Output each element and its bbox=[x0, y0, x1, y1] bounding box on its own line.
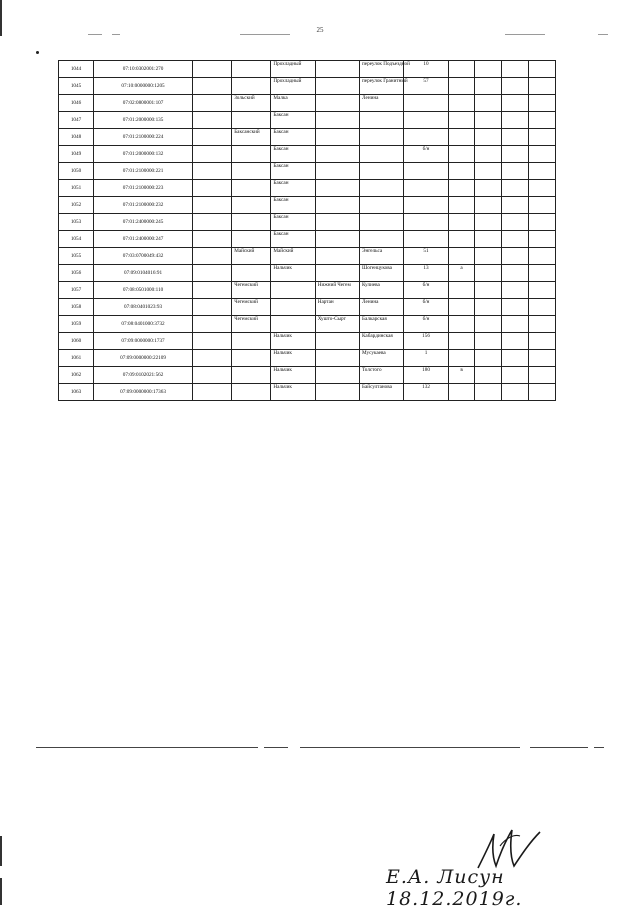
table-row bbox=[59, 316, 556, 333]
handwritten-signature-date: Е.А. Лисун 18.12.2019г. bbox=[386, 866, 523, 910]
house-letter-cell bbox=[448, 61, 475, 78]
locality-cell: Нижний Чегем bbox=[315, 282, 359, 299]
street-cell: Мусукаева bbox=[360, 350, 404, 367]
empty-cell bbox=[475, 333, 502, 350]
district-cell bbox=[232, 265, 271, 282]
table-row bbox=[59, 61, 556, 78]
street-cell bbox=[360, 231, 404, 248]
settlement-cell: Баксан bbox=[271, 163, 315, 180]
scan-artifact-line bbox=[88, 34, 102, 35]
empty-cell bbox=[502, 146, 529, 163]
empty-cell bbox=[529, 299, 556, 316]
table-row bbox=[59, 163, 556, 180]
locality-cell bbox=[315, 78, 359, 95]
settlement-cell: Баксан bbox=[271, 129, 315, 146]
empty-cell bbox=[475, 95, 502, 112]
house-number-cell bbox=[404, 163, 448, 180]
row-number: 1053 bbox=[59, 214, 94, 231]
locality-cell bbox=[315, 197, 359, 214]
row-number: 1063 bbox=[59, 384, 94, 401]
empty-cell bbox=[529, 231, 556, 248]
settlement-cell: Прохладный bbox=[271, 78, 315, 95]
empty-cell bbox=[529, 367, 556, 384]
street-cell bbox=[360, 146, 404, 163]
empty-cell bbox=[502, 78, 529, 95]
locality-cell bbox=[315, 214, 359, 231]
scan-edge-mark bbox=[0, 878, 2, 905]
house-number-cell: 156 bbox=[404, 333, 448, 350]
locality-cell bbox=[315, 112, 359, 129]
house-number-cell bbox=[404, 214, 448, 231]
cadastral-number: 07:08:0501000:110 bbox=[94, 282, 193, 299]
settlement-cell: Баксан bbox=[271, 231, 315, 248]
house-letter-cell: в bbox=[448, 367, 475, 384]
house-letter-cell bbox=[448, 129, 475, 146]
house-number-cell: 132 bbox=[404, 384, 448, 401]
locality-cell bbox=[315, 248, 359, 265]
empty-cell bbox=[475, 316, 502, 333]
house-letter-cell bbox=[448, 214, 475, 231]
empty-cell bbox=[193, 299, 232, 316]
settlement-cell: Нальчик bbox=[271, 333, 315, 350]
house-number-cell bbox=[404, 180, 448, 197]
house-letter-cell bbox=[448, 95, 475, 112]
locality-cell bbox=[315, 265, 359, 282]
empty-cell bbox=[529, 316, 556, 333]
street-cell: Кабардинская bbox=[360, 333, 404, 350]
empty-cell bbox=[193, 61, 232, 78]
house-number-cell: б/н bbox=[404, 316, 448, 333]
empty-cell bbox=[529, 163, 556, 180]
locality-cell bbox=[315, 350, 359, 367]
empty-cell bbox=[529, 129, 556, 146]
street-cell bbox=[360, 197, 404, 214]
house-number-cell: б/н bbox=[404, 146, 448, 163]
page-number: 25 bbox=[316, 26, 324, 34]
street-cell bbox=[360, 214, 404, 231]
street-cell bbox=[360, 129, 404, 146]
table-row bbox=[59, 231, 556, 248]
settlement-cell: Прохладный bbox=[271, 61, 315, 78]
scan-edge-mark bbox=[0, 0, 2, 36]
empty-cell bbox=[193, 112, 232, 129]
footer-rule bbox=[594, 747, 604, 748]
district-cell bbox=[232, 333, 271, 350]
row-number: 1048 bbox=[59, 129, 94, 146]
house-letter-cell bbox=[448, 197, 475, 214]
cadastral-number: 07:01:2000000:132 bbox=[94, 146, 193, 163]
house-letter-cell bbox=[448, 231, 475, 248]
table-row bbox=[59, 350, 556, 367]
empty-cell bbox=[193, 282, 232, 299]
empty-cell bbox=[475, 180, 502, 197]
cadastral-number: 07:01:2100000:224 bbox=[94, 129, 193, 146]
empty-cell bbox=[193, 214, 232, 231]
street-cell bbox=[360, 112, 404, 129]
settlement-cell: Малка bbox=[271, 95, 315, 112]
cadastral-number: 07:10:0000000:1205 bbox=[94, 78, 193, 95]
row-number: 1054 bbox=[59, 231, 94, 248]
settlement-cell: Нальчик bbox=[271, 265, 315, 282]
empty-cell bbox=[475, 367, 502, 384]
street-cell: переулок Гранитный bbox=[360, 78, 404, 95]
house-number-cell bbox=[404, 95, 448, 112]
settlement-cell: Нальчик bbox=[271, 367, 315, 384]
house-number-cell: 13 bbox=[404, 265, 448, 282]
house-letter-cell bbox=[448, 163, 475, 180]
row-number: 1057 bbox=[59, 282, 94, 299]
locality-cell bbox=[315, 367, 359, 384]
settlement-cell bbox=[271, 299, 315, 316]
empty-cell bbox=[502, 112, 529, 129]
street-cell: Байсултанова bbox=[360, 384, 404, 401]
cadastral-number: 07:01:2100000:223 bbox=[94, 180, 193, 197]
empty-cell bbox=[193, 316, 232, 333]
cadastral-number: 07:01:2400000:247 bbox=[94, 231, 193, 248]
empty-cell bbox=[502, 95, 529, 112]
scan-artifact-line bbox=[598, 34, 608, 35]
settlement-cell bbox=[271, 282, 315, 299]
empty-cell bbox=[529, 112, 556, 129]
empty-cell bbox=[502, 163, 529, 180]
empty-cell bbox=[502, 367, 529, 384]
cadastral-number: 07:08:0401000:3732 bbox=[94, 316, 193, 333]
empty-cell bbox=[529, 197, 556, 214]
table-row bbox=[59, 129, 556, 146]
table-row bbox=[59, 95, 556, 112]
cadastral-number: 07:09:0000000:17363 bbox=[94, 384, 193, 401]
house-letter-cell bbox=[448, 282, 475, 299]
row-number: 1060 bbox=[59, 333, 94, 350]
table-row bbox=[59, 333, 556, 350]
street-cell bbox=[360, 180, 404, 197]
empty-cell bbox=[502, 197, 529, 214]
house-number-cell: б/н bbox=[404, 299, 448, 316]
empty-cell bbox=[502, 299, 529, 316]
district-cell bbox=[232, 214, 271, 231]
empty-cell bbox=[502, 282, 529, 299]
house-number-cell: 1 bbox=[404, 350, 448, 367]
settlement-cell: Баксан bbox=[271, 197, 315, 214]
settlement-cell: Баксан bbox=[271, 146, 315, 163]
empty-cell bbox=[502, 350, 529, 367]
scan-edge-mark bbox=[0, 836, 2, 866]
empty-cell bbox=[475, 163, 502, 180]
district-cell: Майский bbox=[232, 248, 271, 265]
empty-cell bbox=[502, 61, 529, 78]
table-row bbox=[59, 265, 556, 282]
district-cell bbox=[232, 350, 271, 367]
empty-cell bbox=[475, 78, 502, 95]
house-number-cell bbox=[404, 231, 448, 248]
settlement-cell: Майский bbox=[271, 248, 315, 265]
table-row bbox=[59, 282, 556, 299]
row-number: 1052 bbox=[59, 197, 94, 214]
house-letter-cell: а bbox=[448, 265, 475, 282]
cadastral-number: 07:01:2100000:232 bbox=[94, 197, 193, 214]
row-number: 1059 bbox=[59, 316, 94, 333]
empty-cell bbox=[193, 197, 232, 214]
registry-table-body bbox=[59, 61, 556, 401]
footer-rule bbox=[36, 747, 258, 748]
settlement-cell: Нальчик bbox=[271, 384, 315, 401]
house-letter-cell bbox=[448, 112, 475, 129]
table-row bbox=[59, 112, 556, 129]
empty-cell bbox=[529, 248, 556, 265]
cadastral-number: 07:01:2100000:221 bbox=[94, 163, 193, 180]
locality-cell bbox=[315, 333, 359, 350]
empty-cell bbox=[193, 350, 232, 367]
district-cell bbox=[232, 197, 271, 214]
row-number: 1056 bbox=[59, 265, 94, 282]
street-cell: Кулиева bbox=[360, 282, 404, 299]
locality-cell bbox=[315, 163, 359, 180]
empty-cell bbox=[502, 265, 529, 282]
table-row bbox=[59, 367, 556, 384]
row-number: 1046 bbox=[59, 95, 94, 112]
empty-cell bbox=[193, 78, 232, 95]
scan-artifact-line bbox=[505, 34, 545, 35]
street-cell bbox=[360, 163, 404, 180]
settlement-cell bbox=[271, 316, 315, 333]
house-number-cell bbox=[404, 112, 448, 129]
street-cell: Энгельса bbox=[360, 248, 404, 265]
cadastral-number: 07:03:0700049:432 bbox=[94, 248, 193, 265]
settlement-cell: Баксан bbox=[271, 112, 315, 129]
house-number-cell: 57 bbox=[404, 78, 448, 95]
table-row bbox=[59, 78, 556, 95]
empty-cell bbox=[475, 129, 502, 146]
row-number: 1047 bbox=[59, 112, 94, 129]
row-number: 1062 bbox=[59, 367, 94, 384]
house-letter-cell bbox=[448, 248, 475, 265]
locality-cell bbox=[315, 180, 359, 197]
table-row bbox=[59, 180, 556, 197]
district-cell: Чегемский bbox=[232, 316, 271, 333]
settlement-cell: Баксан bbox=[271, 180, 315, 197]
empty-cell bbox=[502, 129, 529, 146]
empty-cell bbox=[529, 180, 556, 197]
district-cell bbox=[232, 384, 271, 401]
district-cell bbox=[232, 180, 271, 197]
district-cell bbox=[232, 367, 271, 384]
empty-cell bbox=[529, 282, 556, 299]
cadastral-number: 07:09:0000000:1737 bbox=[94, 333, 193, 350]
empty-cell bbox=[475, 146, 502, 163]
cadastral-number: 07:08:0401023:93 bbox=[94, 299, 193, 316]
street-cell: Толстого bbox=[360, 367, 404, 384]
locality-cell: Нартан bbox=[315, 299, 359, 316]
street-cell: Шогенцукова bbox=[360, 265, 404, 282]
house-letter-cell bbox=[448, 146, 475, 163]
cadastral-number: 07:09:0102021:562 bbox=[94, 367, 193, 384]
empty-cell bbox=[193, 146, 232, 163]
empty-cell bbox=[529, 350, 556, 367]
table-row bbox=[59, 214, 556, 231]
empty-cell bbox=[502, 180, 529, 197]
locality-cell bbox=[315, 384, 359, 401]
district-cell bbox=[232, 78, 271, 95]
table-row bbox=[59, 384, 556, 401]
district-cell bbox=[232, 61, 271, 78]
locality-cell bbox=[315, 61, 359, 78]
row-number: 1051 bbox=[59, 180, 94, 197]
district-cell bbox=[232, 112, 271, 129]
empty-cell bbox=[529, 333, 556, 350]
empty-cell bbox=[475, 248, 502, 265]
empty-cell bbox=[529, 78, 556, 95]
district-cell: Баксанский bbox=[232, 129, 271, 146]
empty-cell bbox=[193, 180, 232, 197]
empty-cell bbox=[502, 316, 529, 333]
locality-cell bbox=[315, 146, 359, 163]
empty-cell bbox=[475, 265, 502, 282]
district-cell bbox=[232, 231, 271, 248]
house-letter-cell bbox=[448, 316, 475, 333]
row-number: 1055 bbox=[59, 248, 94, 265]
empty-cell bbox=[193, 95, 232, 112]
empty-cell bbox=[475, 299, 502, 316]
settlement-cell: Баксан bbox=[271, 214, 315, 231]
empty-cell bbox=[475, 197, 502, 214]
empty-cell bbox=[502, 231, 529, 248]
registry-table bbox=[58, 60, 556, 401]
empty-cell bbox=[529, 95, 556, 112]
house-number-cell: 10 bbox=[404, 61, 448, 78]
cadastral-number: 07:01:2000000:135 bbox=[94, 112, 193, 129]
district-cell bbox=[232, 163, 271, 180]
empty-cell bbox=[502, 214, 529, 231]
row-number: 1061 bbox=[59, 350, 94, 367]
empty-cell bbox=[193, 367, 232, 384]
house-letter-cell bbox=[448, 350, 475, 367]
scan-artifact-line bbox=[240, 34, 290, 35]
footer-rule bbox=[264, 747, 288, 748]
house-number-cell: 51 bbox=[404, 248, 448, 265]
empty-cell bbox=[475, 282, 502, 299]
table-row bbox=[59, 248, 556, 265]
row-number: 1058 bbox=[59, 299, 94, 316]
empty-cell bbox=[529, 61, 556, 78]
row-number: 1049 bbox=[59, 146, 94, 163]
footer-rule bbox=[530, 747, 588, 748]
empty-cell bbox=[475, 214, 502, 231]
table-row bbox=[59, 299, 556, 316]
empty-cell bbox=[193, 163, 232, 180]
house-number-cell bbox=[404, 197, 448, 214]
district-cell: Чегемский bbox=[232, 299, 271, 316]
table-row bbox=[59, 146, 556, 163]
empty-cell bbox=[475, 112, 502, 129]
footer-rule bbox=[300, 747, 520, 748]
empty-cell bbox=[502, 384, 529, 401]
locality-cell bbox=[315, 95, 359, 112]
cadastral-number: 07:01:2400000:245 bbox=[94, 214, 193, 231]
empty-cell bbox=[193, 265, 232, 282]
row-number: 1050 bbox=[59, 163, 94, 180]
scan-artifact-line bbox=[112, 34, 120, 35]
locality-cell bbox=[315, 129, 359, 146]
empty-cell bbox=[475, 384, 502, 401]
row-number: 1044 bbox=[59, 61, 94, 78]
table-row bbox=[59, 197, 556, 214]
house-letter-cell bbox=[448, 333, 475, 350]
cadastral-number: 07:02:0800001:107 bbox=[94, 95, 193, 112]
house-number-cell: 180 bbox=[404, 367, 448, 384]
empty-cell bbox=[475, 231, 502, 248]
district-cell: Чегемский bbox=[232, 282, 271, 299]
empty-cell bbox=[475, 61, 502, 78]
empty-cell bbox=[475, 350, 502, 367]
empty-cell bbox=[193, 231, 232, 248]
street-cell: Ленина bbox=[360, 299, 404, 316]
house-number-cell: б/н bbox=[404, 282, 448, 299]
district-cell: Зольский bbox=[232, 95, 271, 112]
cadastral-number: 07:09:0000000:22109 bbox=[94, 350, 193, 367]
empty-cell bbox=[529, 146, 556, 163]
house-letter-cell bbox=[448, 384, 475, 401]
empty-cell bbox=[193, 248, 232, 265]
street-cell: Балкарская bbox=[360, 316, 404, 333]
empty-cell bbox=[193, 333, 232, 350]
empty-cell bbox=[502, 248, 529, 265]
empty-cell bbox=[529, 265, 556, 282]
street-cell: Ленина bbox=[360, 95, 404, 112]
settlement-cell: Нальчик bbox=[271, 350, 315, 367]
house-letter-cell bbox=[448, 78, 475, 95]
scan-dot bbox=[36, 51, 39, 54]
house-number-cell bbox=[404, 129, 448, 146]
empty-cell bbox=[193, 129, 232, 146]
cadastral-number: 07:10:0302001:270 bbox=[94, 61, 193, 78]
house-letter-cell bbox=[448, 299, 475, 316]
district-cell bbox=[232, 146, 271, 163]
empty-cell bbox=[529, 384, 556, 401]
locality-cell bbox=[315, 231, 359, 248]
house-letter-cell bbox=[448, 180, 475, 197]
cadastral-number: 07:09:0104016:91 bbox=[94, 265, 193, 282]
street-cell: переулок Подъездной bbox=[360, 61, 404, 78]
empty-cell bbox=[502, 333, 529, 350]
row-number: 1045 bbox=[59, 78, 94, 95]
locality-cell: Хушто-Сырт bbox=[315, 316, 359, 333]
empty-cell bbox=[193, 384, 232, 401]
empty-cell bbox=[529, 214, 556, 231]
